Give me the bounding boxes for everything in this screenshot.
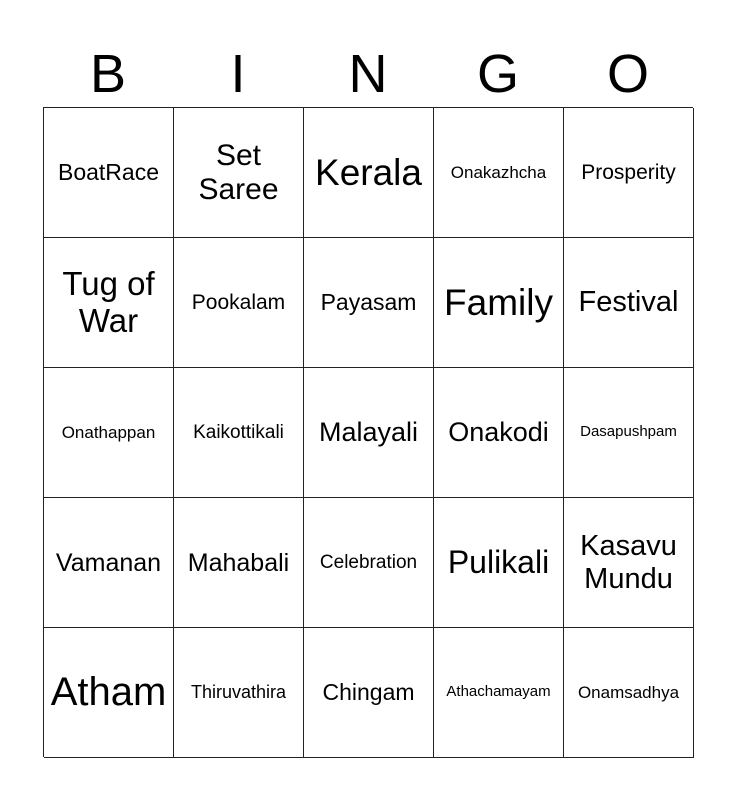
bingo-cell[interactable] <box>564 628 694 758</box>
bingo-cell[interactable] <box>434 238 564 368</box>
bingo-cell[interactable] <box>174 628 304 758</box>
header-letter-n: N <box>348 44 388 104</box>
bingo-cell[interactable] <box>564 498 694 628</box>
bingo-cell[interactable] <box>304 498 434 628</box>
bingo-cell[interactable] <box>434 628 564 758</box>
header-letter-i: I <box>230 44 246 104</box>
bingo-cell[interactable] <box>304 108 434 238</box>
bingo-cell[interactable] <box>564 368 694 498</box>
bingo-cell[interactable] <box>44 368 174 498</box>
cell-text: Atham <box>50 670 167 715</box>
bingo-cell[interactable] <box>44 238 174 368</box>
cell-text: Kerala <box>315 151 422 193</box>
cell-text: Kasavu Mundu <box>580 530 677 595</box>
bingo-cell[interactable] <box>174 108 304 238</box>
cell-text: Celebration <box>319 551 418 573</box>
bingo-cell[interactable] <box>564 108 694 238</box>
cell-text: BoatRace <box>57 158 159 185</box>
bingo-cell[interactable] <box>304 628 434 758</box>
cell-text: Athachamayam <box>446 683 551 701</box>
bingo-cell[interactable] <box>174 498 304 628</box>
bingo-cell[interactable] <box>434 368 564 498</box>
bingo-header <box>43 40 693 108</box>
bingo-cell[interactable] <box>44 628 174 758</box>
cell-text: Vamanan <box>55 548 162 577</box>
cell-text: Pulikali <box>447 543 550 580</box>
cell-text: Chingam <box>322 678 415 705</box>
cell-text: Onakazhcha <box>450 162 547 182</box>
bingo-cell[interactable] <box>304 238 434 368</box>
header-letter-g: G <box>476 44 519 104</box>
cell-text: Malayali <box>318 417 419 448</box>
bingo-cell[interactable] <box>304 368 434 498</box>
header-letter-o: O <box>606 44 649 104</box>
cell-text: Prosperity <box>581 160 676 184</box>
cell-text: Payasam <box>320 288 417 315</box>
cell-text: Pookalam <box>191 290 286 314</box>
cell-text: Mahabali <box>187 548 290 577</box>
cell-text: Onathappan <box>61 422 156 442</box>
cell-text: Kaikottikali <box>193 421 284 443</box>
bingo-cell[interactable] <box>174 238 304 368</box>
header-letter-b: B <box>89 44 127 104</box>
bingo-cell[interactable] <box>434 108 564 238</box>
cell-text: Set Saree <box>198 138 279 206</box>
cell-text: Thiruvathira <box>190 682 287 703</box>
bingo-cell[interactable] <box>174 368 304 498</box>
cell-text: Tug of War <box>62 264 155 339</box>
cell-text: Festival <box>578 286 679 319</box>
bingo-cell[interactable] <box>434 498 564 628</box>
bingo-board <box>43 107 693 757</box>
cell-text: Onamsadhya <box>577 682 680 702</box>
cell-text: Onakodi <box>448 417 549 448</box>
bingo-cell[interactable] <box>564 238 694 368</box>
bingo-cell[interactable] <box>44 498 174 628</box>
cell-text: Family <box>444 281 553 323</box>
bingo-cell[interactable] <box>44 108 174 238</box>
cell-text: Dasapushpam <box>580 423 677 441</box>
